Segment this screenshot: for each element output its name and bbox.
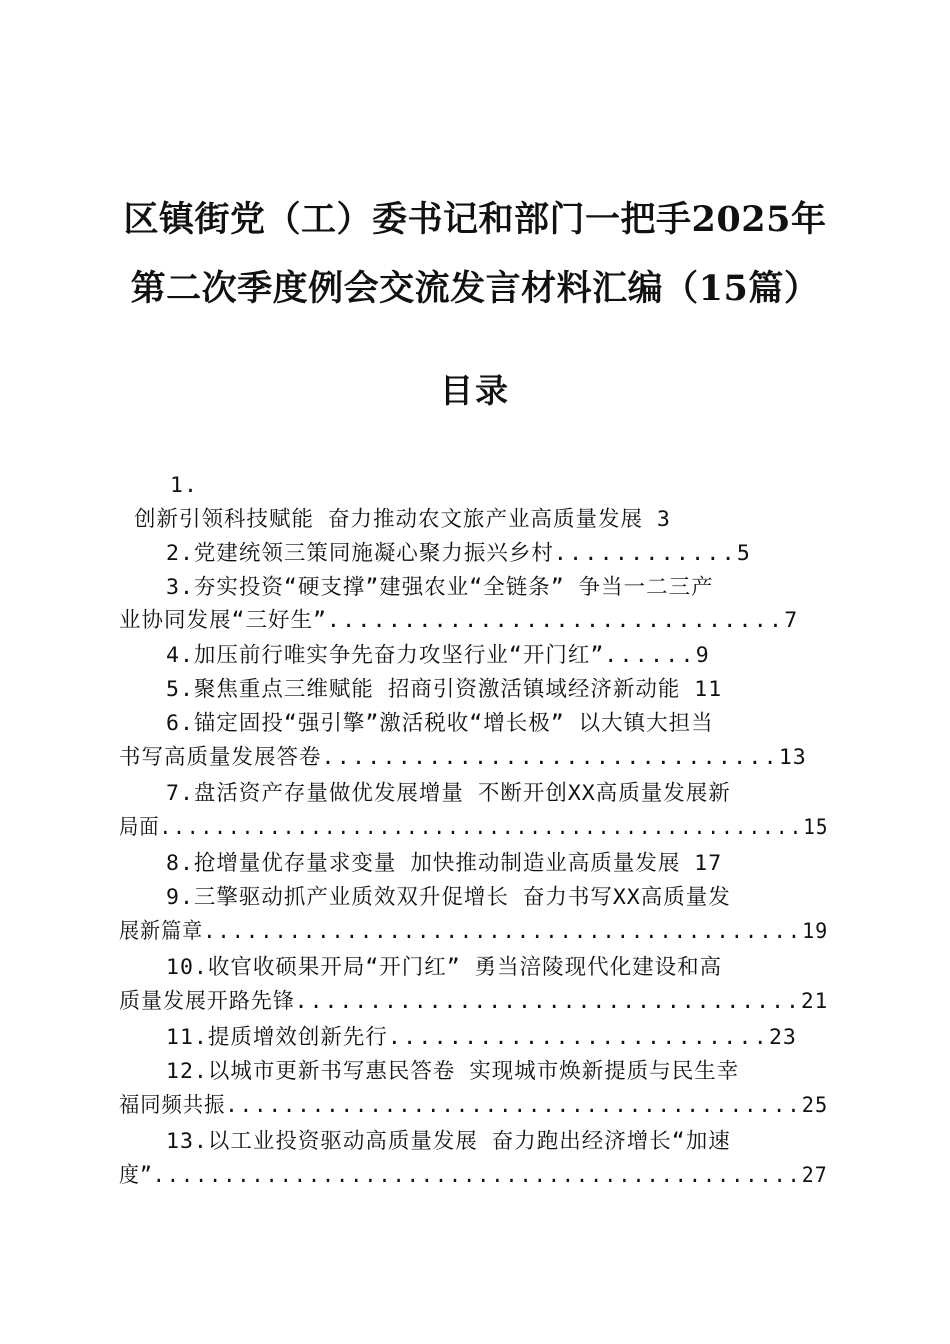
toc-entry-text: 5.聚焦重点三维赋能 招商引资激活镇域经济新动能 bbox=[166, 677, 695, 702]
toc-entry-text: 9.三擎驱动抓产业质效双升促增长 奋力书写XX高质量发 bbox=[166, 885, 731, 910]
toc-page-number: 7 bbox=[784, 608, 799, 633]
toc-entry-text: 7.盘活资产存量做优发展增量 不断开创XX高质量发展新 bbox=[166, 781, 731, 806]
toc-entry[interactable] bbox=[166, 850, 722, 878]
toc-page-number: 17 bbox=[694, 851, 723, 876]
toc-entry-text: 福同频共振 bbox=[119, 1093, 226, 1118]
toc-entry-text: 展新篇章 bbox=[119, 919, 204, 944]
toc-entry[interactable] bbox=[170, 472, 198, 500]
toc-entry[interactable] bbox=[166, 710, 714, 738]
toc-page-number: 5 bbox=[736, 541, 751, 566]
toc-leader-dots: ......................... bbox=[387, 1025, 769, 1050]
toc-entry[interactable] bbox=[166, 1024, 797, 1052]
toc-entry-continuation[interactable] bbox=[119, 1092, 828, 1120]
toc-entry-text: 局面 bbox=[119, 815, 160, 840]
toc-page-number: 19 bbox=[802, 919, 829, 944]
toc-page-number: 27 bbox=[801, 1163, 828, 1188]
toc-leader-dots: .......................................... bbox=[203, 919, 803, 944]
toc-entry-continuation[interactable] bbox=[119, 918, 828, 946]
toc-entry-continuation[interactable] bbox=[119, 744, 807, 772]
toc-entry-text: 4.加压前行唯实争先奋力攻坚行业“开门红” bbox=[166, 643, 605, 668]
toc-page-number: 23 bbox=[768, 1025, 797, 1050]
toc-entry-text: 3.夯实投资“硬支撑”建强农业“全链条” 争当一二三产 bbox=[166, 575, 714, 600]
toc-entry-text: 6.锚定固投“强引擎”激活税收“增长极” 以大镇大担当 bbox=[166, 711, 714, 736]
toc-leader-dots: ...... bbox=[604, 643, 696, 668]
toc-entry-text: 13.以工业投资驱动高质量发展 奋力跑出经济增长“加速 bbox=[166, 1129, 731, 1154]
toc-heading: 目录 bbox=[440, 371, 510, 410]
toc-entry-text: 12.以城市更新书写惠民答卷 实现城市焕新提质与民生幸 bbox=[166, 1059, 740, 1084]
toc-entry-continuation[interactable] bbox=[119, 607, 798, 635]
toc-entry[interactable] bbox=[166, 676, 722, 704]
toc-entry-text: 10.收官收硕果开局“开门红” 勇当涪陵现代化建设和高 bbox=[166, 955, 723, 980]
toc-leader-dots: .................................. bbox=[294, 989, 801, 1014]
toc-page-number: 13 bbox=[778, 745, 807, 770]
document-title-line-2: 第二次季度例会交流发言材料汇编（15篇） bbox=[130, 268, 820, 309]
toc-page-number: 9 bbox=[695, 643, 710, 668]
toc-leader-dots: .............................. bbox=[326, 608, 785, 633]
toc-entry[interactable] bbox=[134, 506, 671, 534]
toc-entry[interactable] bbox=[166, 574, 714, 602]
toc-entry-continuation[interactable] bbox=[119, 814, 828, 842]
toc-page-number: 11 bbox=[694, 677, 723, 702]
toc-page-number: 21 bbox=[800, 989, 829, 1014]
toc-leader-dots: .............................. bbox=[321, 745, 779, 770]
toc-page-number: 25 bbox=[801, 1093, 829, 1118]
toc-leader-dots: ............ bbox=[553, 541, 737, 566]
toc-leader-dots: ........................................ bbox=[225, 1093, 802, 1118]
toc-entry-continuation[interactable] bbox=[119, 988, 828, 1016]
document-title-line-1: 区镇街党（工）委书记和部门一把手2025年 bbox=[123, 199, 827, 240]
toc-entry-text: 11.提质增效创新先行 bbox=[166, 1025, 388, 1050]
toc-page-number: 15 bbox=[803, 815, 829, 840]
toc-entry[interactable] bbox=[166, 780, 731, 808]
toc-leader-dots: .............................................. bbox=[152, 1163, 802, 1188]
toc-entry-text: 质量发展开路先锋 bbox=[119, 989, 295, 1014]
toc-entry-text: 创新引领科技赋能 奋力推动农文旅产业高质量发展 bbox=[134, 507, 657, 532]
toc-entry-text: 2.党建统领三策同施凝心聚力振兴乡村 bbox=[166, 541, 554, 566]
toc-entry[interactable] bbox=[166, 1128, 731, 1156]
toc-entry[interactable] bbox=[166, 1058, 739, 1086]
toc-entry[interactable] bbox=[166, 540, 751, 568]
toc-entry[interactable] bbox=[166, 884, 731, 912]
toc-entry-text: 书写高质量发展答卷 bbox=[119, 745, 322, 770]
toc-entry[interactable] bbox=[166, 642, 710, 670]
toc-entry[interactable] bbox=[166, 954, 722, 982]
toc-entry-continuation[interactable] bbox=[119, 1162, 828, 1190]
toc-leader-dots: ............................................... bbox=[159, 815, 804, 840]
toc-page-number: 3 bbox=[656, 507, 671, 532]
toc-entry-text: 8.抢增量优存量求变量 加快推动制造业高质量发展 bbox=[166, 851, 695, 876]
toc-entry-text: 1. bbox=[170, 473, 198, 498]
toc-entry-text: 度” bbox=[119, 1163, 153, 1188]
toc-entry-text: 业协同发展“三好生” bbox=[119, 608, 327, 633]
